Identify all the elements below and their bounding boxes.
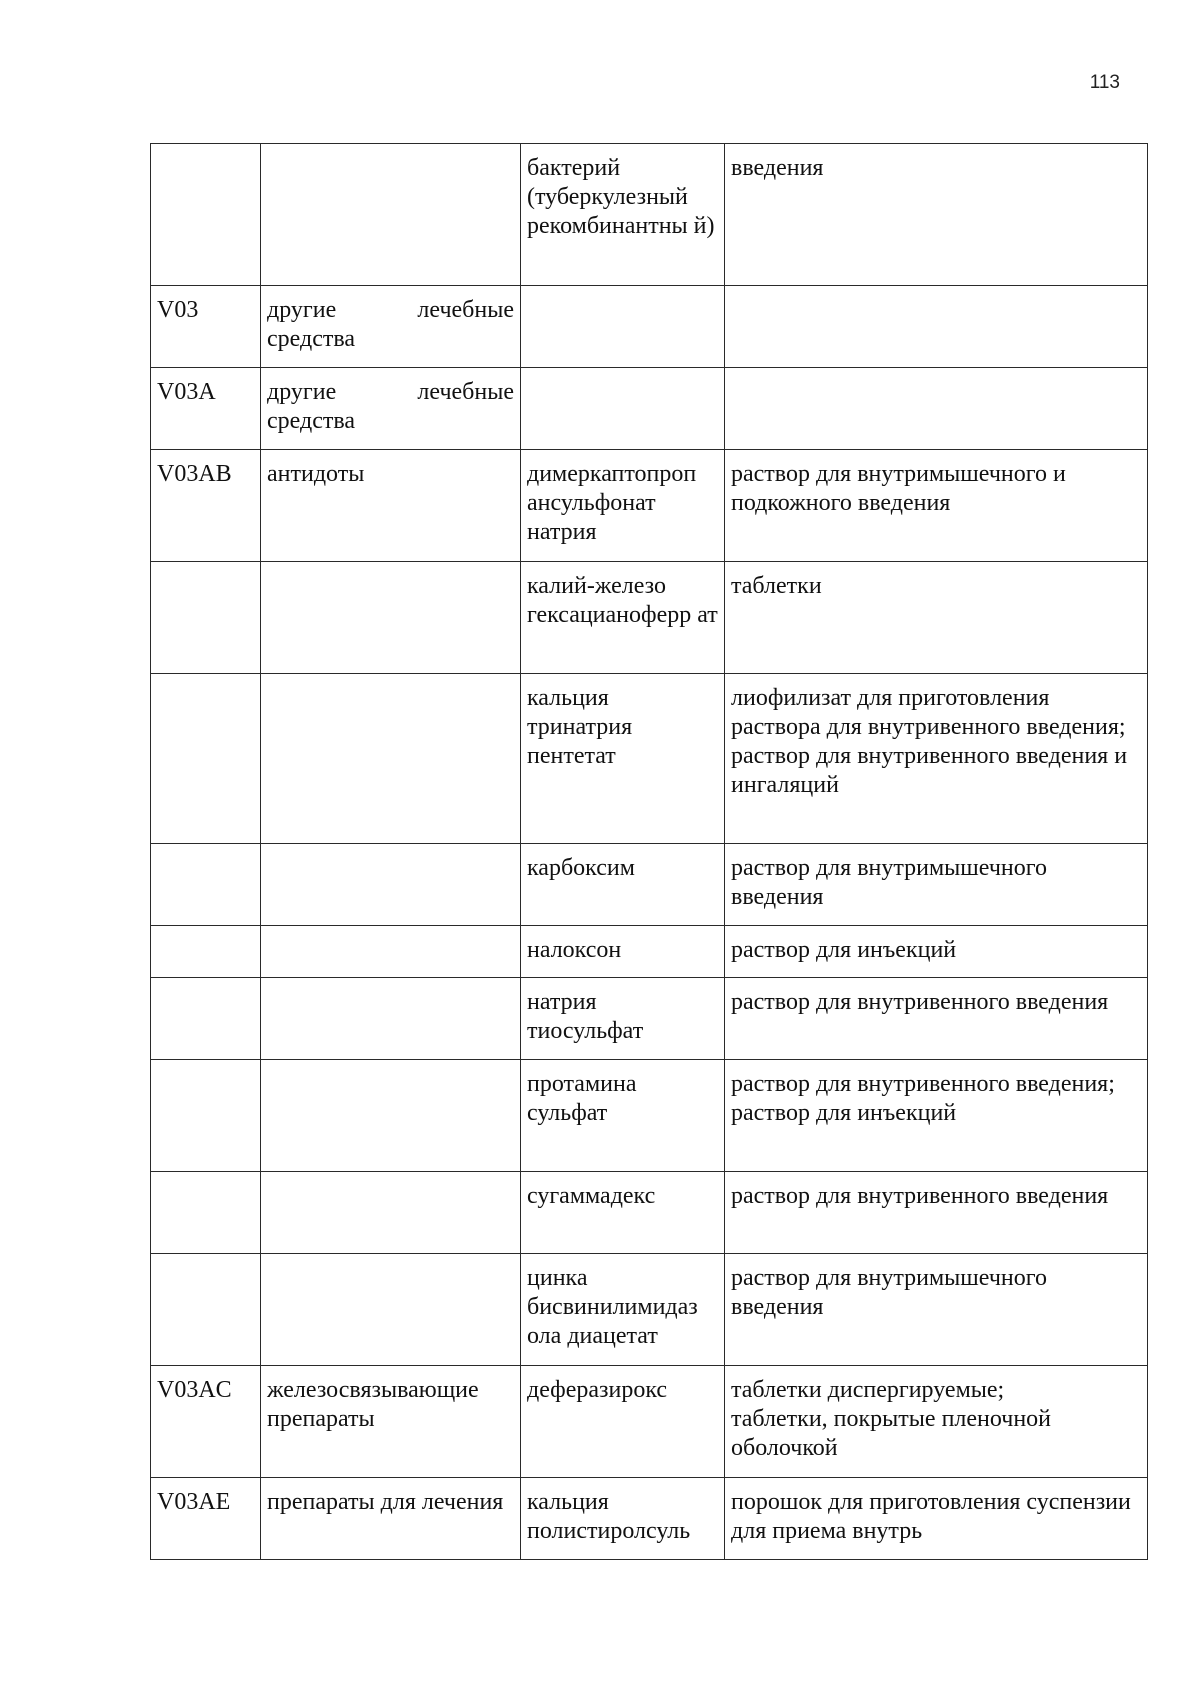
table-row [151, 1172, 1148, 1254]
drug-name-cell: кальция тринатрия пентетат [521, 674, 725, 844]
table-row [151, 926, 1148, 978]
dosage-form-line: раствор для внутривенного введения [731, 1183, 1109, 1209]
atc-code-cell [151, 844, 261, 926]
drug-name-cell: цинка бисвинилимидаз ола диацетат [521, 1254, 725, 1366]
page-number: 113 [1089, 72, 1120, 93]
atc-code-cell [151, 1254, 261, 1366]
dosage-form-cell [725, 978, 1148, 1060]
dosage-form-cell [725, 1254, 1148, 1366]
dosage-form-line: раствор для инъекций [731, 1100, 957, 1126]
table-row [151, 978, 1148, 1060]
pharmacological-group-cell [261, 1172, 521, 1254]
drug-name-cell [521, 368, 725, 450]
drug-name-cell: карбоксим [521, 844, 725, 926]
dosage-form-line: раствор для внутримышечного и подкожного введения [731, 461, 1066, 516]
dosage-form-cell [725, 368, 1148, 450]
pharmacological-group-cell: антидоты [261, 450, 521, 562]
drug-table [150, 143, 1148, 1560]
drug-name-cell: налоксон [521, 926, 725, 978]
drug-name-cell: протамина сульфат [521, 1060, 725, 1172]
pharmacological-group-cell: железосвязывающие препараты [261, 1366, 521, 1478]
pharmacological-group-cell [261, 1254, 521, 1366]
drug-name-cell: бактерий (туберкулезный рекомбинантны й) [521, 144, 725, 286]
dosage-form-line: порошок для приготовления суспензии для приема внутрь [731, 1489, 1131, 1544]
dosage-form-cell [725, 1060, 1148, 1172]
atc-code-cell [151, 1060, 261, 1172]
atc-code-cell: V03AC [151, 1366, 261, 1478]
table-row [151, 562, 1148, 674]
dosage-form-line: раствор для внутривенного введения и ингаляций [731, 743, 1128, 798]
atc-code-cell: V03AB [151, 450, 261, 562]
dosage-form-cell [725, 1478, 1148, 1560]
drug-name-cell: калий-железо гексацианоферр ат [521, 562, 725, 674]
atc-code-cell [151, 562, 261, 674]
pharmacological-group-cell [261, 1060, 521, 1172]
pharmacological-group-cell [261, 144, 521, 286]
table-body [151, 144, 1148, 1560]
drug-name-cell: натрия тиосульфат [521, 978, 725, 1060]
dosage-form-line: раствор для внутримышечного введения [731, 1265, 1047, 1320]
dosage-form-line: раствор для инъекций [731, 937, 957, 963]
atc-code-cell: V03AE [151, 1478, 261, 1560]
atc-code-cell: V03 [151, 286, 261, 368]
drug-name-cell [521, 286, 725, 368]
table-row [151, 1060, 1148, 1172]
dosage-form-cell [725, 562, 1148, 674]
dosage-form-cell [725, 1366, 1148, 1478]
dosage-form-cell [725, 674, 1148, 844]
pharmacological-group-cell [261, 844, 521, 926]
dosage-form-line: таблетки диспергируемые; [731, 1377, 1005, 1403]
pharmacological-group-cell: другие лечебные средства [261, 368, 521, 450]
dosage-form-cell [725, 286, 1148, 368]
dosage-form-line: введения [731, 155, 824, 181]
pharmacological-group-cell: другие лечебные средства [261, 286, 521, 368]
dosage-form-line: раствор для внутривенного введения; [731, 1071, 1115, 1097]
drug-name-cell: кальция полистиролсуль [521, 1478, 725, 1560]
pharmacological-group-cell [261, 926, 521, 978]
pharmacological-group-cell [261, 674, 521, 844]
pharmacological-group-cell [261, 978, 521, 1060]
table-row [151, 844, 1148, 926]
atc-code-cell [151, 978, 261, 1060]
dosage-form-line: таблетки, покрытые пленочной оболочкой [731, 1406, 1052, 1461]
table-row [151, 1478, 1148, 1560]
table-row [151, 450, 1148, 562]
dosage-form-cell [725, 450, 1148, 562]
dosage-form-line: раствор для внутримышечного введения [731, 855, 1047, 910]
drug-name-cell: деферазирокс [521, 1366, 725, 1478]
pharmacological-group-cell: препараты для лечения [261, 1478, 521, 1560]
dosage-form-cell [725, 926, 1148, 978]
atc-code-cell [151, 674, 261, 844]
dosage-form-cell [725, 144, 1148, 286]
table-row [151, 286, 1148, 368]
table-row [151, 674, 1148, 844]
table-row [151, 1254, 1148, 1366]
atc-code-cell: V03A [151, 368, 261, 450]
table-row [151, 368, 1148, 450]
table-row [151, 1366, 1148, 1478]
pharmacological-group-cell [261, 562, 521, 674]
dosage-form-cell [725, 1172, 1148, 1254]
dosage-form-line: таблетки [731, 573, 822, 599]
dosage-form-cell [725, 844, 1148, 926]
drug-name-cell: сугаммадекс [521, 1172, 725, 1254]
drug-name-cell: димеркаптопроп ансульфонат натрия [521, 450, 725, 562]
dosage-form-line: лиофилизат для приготовления раствора для внутривенного введения; [731, 685, 1126, 740]
dosage-form-line: раствор для внутривенного введения [731, 989, 1109, 1015]
atc-code-cell [151, 926, 261, 978]
table-row [151, 144, 1148, 286]
atc-code-cell [151, 1172, 261, 1254]
atc-code-cell [151, 144, 261, 286]
